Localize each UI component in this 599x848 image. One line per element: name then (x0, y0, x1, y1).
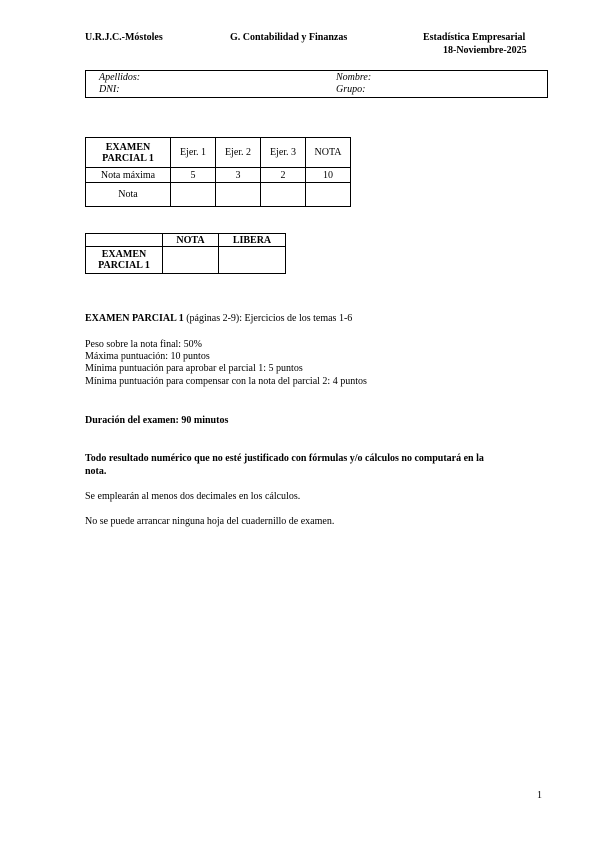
col-nota-result: NOTA (163, 234, 219, 247)
result-table (85, 233, 286, 274)
max-grade-label: Nota máxima (86, 168, 171, 183)
col-libera: LIBERA (219, 234, 286, 247)
max-nota: 10 (306, 168, 351, 183)
exam-weight: Peso sobre la nota final: 50% (85, 339, 202, 350)
exam-max-score: Máxima puntuación: 10 puntos (85, 351, 210, 362)
warning-line-2: nota. (85, 466, 107, 477)
result-table-header-row (86, 234, 286, 247)
nombre-label: Nombre: (336, 72, 372, 83)
page-number: 1 (537, 790, 542, 801)
decimals-note: Se emplearán al menos dos decimales en los cálculos. (85, 491, 301, 502)
exam-compensate-score: Mínima puntuación para compensar con la nota del parcial 2: 4 puntos (85, 376, 367, 387)
max-ejer-1: 5 (171, 168, 216, 183)
grade-nota[interactable] (306, 183, 351, 207)
grade-label: Nota (86, 183, 171, 207)
header-subject: Estadística Empresarial (423, 32, 526, 43)
grupo-label: Grupo: (336, 84, 366, 95)
grades-table (85, 137, 351, 207)
col-ejer-2: Ejer. 2 (216, 138, 261, 168)
col-ejer-1: Ejer. 1 (171, 138, 216, 168)
dni-label: DNI: (99, 84, 120, 95)
grade-ejer-3[interactable] (261, 183, 306, 207)
student-id-box (85, 70, 548, 98)
max-grade-row (86, 168, 351, 183)
warning-line-1: Todo resultado numérico que no esté justificado con fórmulas y/o cálculos no computará en la (85, 453, 484, 464)
grades-table-header-row (86, 138, 351, 168)
exam-title: EXAMEN PARCIAL 1 (páginas 2-9): Ejercicios de los temas 1-6 (85, 313, 353, 324)
max-ejer-3: 2 (261, 168, 306, 183)
result-nota-cell[interactable] (163, 247, 219, 274)
grade-ejer-2[interactable] (216, 183, 261, 207)
header-institution: U.R.J.C.-Móstoles (85, 32, 163, 43)
result-libera-cell[interactable] (219, 247, 286, 274)
grade-ejer-1[interactable] (171, 183, 216, 207)
header-date: 18-Noviembre-2025 (443, 45, 527, 56)
result-row (86, 247, 286, 274)
grade-row (86, 183, 351, 207)
max-ejer-2: 3 (216, 168, 261, 183)
col-nota: NOTA (306, 138, 351, 168)
col-ejer-3: Ejer. 3 (261, 138, 306, 168)
result-table-corner (86, 234, 163, 247)
header-degree: G. Contabilidad y Finanzas (230, 32, 348, 43)
result-row-label: EXAMEN PARCIAL 1 (86, 247, 163, 274)
grades-table-title: EXAMEN PARCIAL 1 (86, 138, 171, 168)
exam-pass-score: Mínima puntuación para aprobar el parcial 1: 5 puntos (85, 363, 303, 374)
apellidos-label: Apellidos: (99, 72, 141, 83)
sheet-note: No se puede arrancar ninguna hoja del cuadernillo de examen. (85, 516, 335, 527)
exam-duration: Duración del examen: 90 minutos (85, 415, 229, 426)
